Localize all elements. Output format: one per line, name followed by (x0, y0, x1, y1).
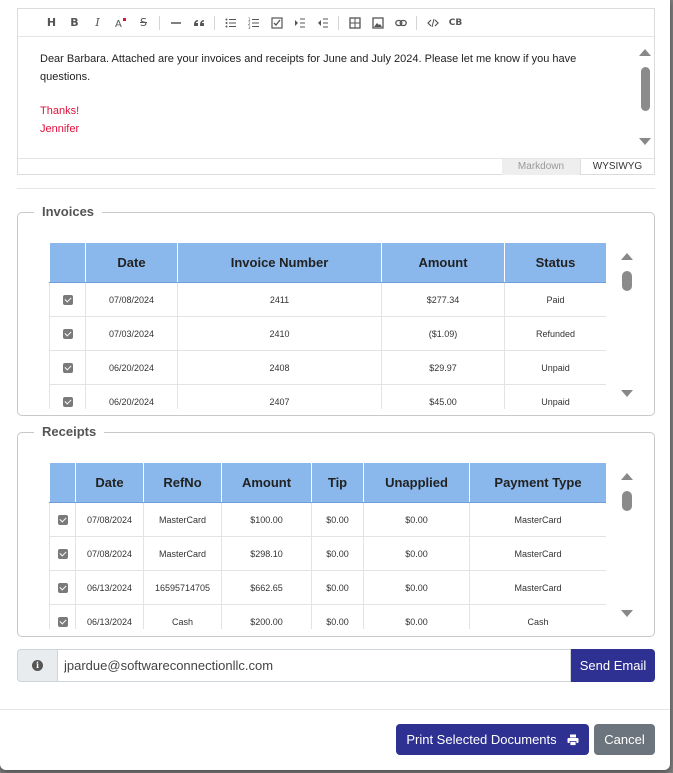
column-header-refno[interactable]: RefNo (144, 463, 222, 503)
editor-scrollbar[interactable] (637, 37, 654, 159)
body-text-line: Dear Barbara. Attached are your invoices and receipts for June and July 2024. Please let me know if you have (40, 53, 577, 65)
receipts-table (49, 462, 606, 629)
cell-amount: $298.10 (222, 537, 312, 571)
cell-invoice-number: 2408 (178, 351, 382, 385)
svg-text:3: 3 (247, 24, 251, 29)
invoices-table (49, 242, 606, 409)
table-row[interactable] (50, 605, 607, 630)
row-checkbox[interactable] (63, 363, 73, 373)
cell-date: 07/08/2024 (86, 283, 178, 317)
column-header-date[interactable]: Date (76, 463, 144, 503)
cell-amount: $662.65 (222, 571, 312, 605)
row-checkbox[interactable] (58, 583, 68, 593)
cell-unapplied: $0.00 (364, 537, 470, 571)
link-icon[interactable] (389, 13, 412, 33)
invoices-scrollbar[interactable] (620, 253, 634, 403)
row-checkbox[interactable] (58, 549, 68, 559)
cell-payment-type: MasterCard (470, 571, 607, 605)
cell-amount: $277.34 (382, 283, 505, 317)
scrollbar-thumb[interactable] (641, 67, 650, 111)
cell-amount: $45.00 (382, 385, 505, 410)
footer-divider (0, 709, 670, 710)
cell-amount: $200.00 (222, 605, 312, 630)
svg-text:A: A (114, 18, 122, 29)
invoices-table-container (49, 242, 606, 409)
body-text-line: questions. (40, 71, 91, 83)
strike-icon[interactable]: S (140, 16, 147, 29)
cell-tip: $0.00 (312, 503, 364, 537)
column-header-date[interactable]: Date (86, 243, 178, 283)
cell-status: Unpaid (505, 351, 607, 385)
editor-toolbar (18, 9, 654, 37)
cell-payment-type: MasterCard (470, 537, 607, 571)
heading-icon[interactable]: H (46, 16, 57, 29)
toolbar-divider (159, 16, 160, 30)
email-input-group (17, 649, 655, 682)
printer-icon (567, 734, 579, 746)
toolbar-divider (338, 16, 339, 30)
text-color-icon[interactable] (109, 13, 132, 33)
image-icon[interactable] (366, 13, 389, 33)
cell-status: Paid (505, 283, 607, 317)
signature-thanks: Thanks! (40, 105, 80, 117)
cell-unapplied: $0.00 (364, 605, 470, 630)
select-column-header (50, 463, 76, 503)
row-checkbox[interactable] (63, 329, 73, 339)
scroll-down-arrow-icon[interactable] (621, 610, 633, 617)
scroll-down-arrow-icon[interactable] (639, 138, 651, 145)
table-row[interactable] (50, 571, 607, 605)
divider (17, 188, 655, 189)
select-column-header (50, 243, 86, 283)
cell-invoice-number: 2410 (178, 317, 382, 351)
scrollbar-thumb[interactable] (622, 271, 632, 291)
numbered-list-icon[interactable] (242, 13, 265, 33)
cell-amount: ($1.09) (382, 317, 505, 351)
row-checkbox[interactable] (63, 295, 73, 305)
code-icon[interactable] (421, 13, 444, 33)
column-header-status[interactable]: Status (505, 243, 607, 283)
email-body-editor (17, 8, 655, 175)
scroll-up-arrow-icon[interactable] (621, 473, 633, 480)
email-field[interactable] (57, 649, 571, 682)
cell-invoice-number: 2407 (178, 385, 382, 410)
cell-refno: MasterCard (144, 503, 222, 537)
invoices-fieldset (17, 204, 655, 416)
table-row[interactable] (50, 503, 607, 537)
email-addon (17, 649, 57, 682)
outdent-icon[interactable] (311, 13, 334, 33)
table-header-row (50, 243, 607, 283)
table-row[interactable] (50, 283, 607, 317)
scroll-up-arrow-icon[interactable] (621, 253, 633, 260)
wysiwyg-tab[interactable]: WYSIWYG (580, 159, 654, 175)
receipts-legend: Receipts (34, 423, 104, 441)
cell-unapplied: $0.00 (364, 571, 470, 605)
table-header-row (50, 463, 607, 503)
cell-refno: 16595714705 (144, 571, 222, 605)
bold-icon[interactable]: B (70, 16, 79, 29)
send-email-button[interactable]: Send Email (571, 649, 655, 682)
scrollbar-thumb[interactable] (622, 491, 632, 511)
toolbar-divider (416, 16, 417, 30)
cell-invoice-number: 2411 (178, 283, 382, 317)
bullet-list-icon[interactable] (219, 13, 242, 33)
cell-payment-type: Cash (470, 605, 607, 630)
task-list-icon[interactable] (265, 13, 288, 33)
invoices-legend: Invoices (34, 203, 102, 221)
svg-text:2: 2 (247, 20, 251, 26)
cell-date: 06/20/2024 (86, 385, 178, 410)
quote-icon[interactable] (187, 13, 210, 33)
cell-tip: $0.00 (312, 605, 364, 630)
cell-tip: $0.00 (312, 571, 364, 605)
column-header-tip[interactable]: Tip (312, 463, 364, 503)
markdown-tab[interactable]: Markdown (502, 159, 580, 175)
cell-date: 07/08/2024 (76, 537, 144, 571)
horizontal-line-icon[interactable] (164, 13, 187, 33)
editor-content[interactable] (18, 37, 638, 157)
column-header-unapplied[interactable]: Unapplied (364, 463, 470, 503)
cell-tip: $0.00 (312, 537, 364, 571)
toolbar-divider (214, 16, 215, 30)
column-header-amount[interactable]: Amount (382, 243, 505, 283)
table-row[interactable] (50, 351, 607, 385)
cell-date: 07/08/2024 (76, 503, 144, 537)
print-button-label: Print Selected Documents (406, 732, 557, 747)
signature-name: Jennifer (40, 123, 80, 135)
table-row[interactable] (50, 537, 607, 571)
cell-refno: MasterCard (144, 537, 222, 571)
scroll-up-arrow-icon[interactable] (639, 49, 651, 56)
column-header-payment-type[interactable]: Payment Type (470, 463, 607, 503)
cell-unapplied: $0.00 (364, 503, 470, 537)
svg-text:1: 1 (247, 16, 251, 22)
code-block-icon[interactable]: CB (448, 17, 463, 28)
info-icon: i (32, 660, 43, 671)
row-checkbox[interactable] (58, 515, 68, 525)
table-row[interactable] (50, 317, 607, 351)
cell-refno: Cash (144, 605, 222, 630)
row-checkbox[interactable] (58, 617, 68, 627)
row-checkbox[interactable] (63, 397, 73, 407)
column-header-amount[interactable]: Amount (222, 463, 312, 503)
cell-date: 06/13/2024 (76, 605, 144, 630)
receipts-fieldset (17, 424, 655, 637)
table-row[interactable] (50, 385, 607, 410)
scroll-down-arrow-icon[interactable] (621, 390, 633, 397)
cell-payment-type: MasterCard (470, 503, 607, 537)
column-header-invoice-number[interactable]: Invoice Number (178, 243, 382, 283)
print-selected-documents-button[interactable] (396, 724, 589, 755)
indent-icon[interactable] (288, 13, 311, 33)
table-icon[interactable] (343, 13, 366, 33)
cell-date: 06/20/2024 (86, 351, 178, 385)
cell-amount: $29.97 (382, 351, 505, 385)
cell-status: Refunded (505, 317, 607, 351)
editor-mode-bar (18, 158, 654, 175)
receipts-table-container (49, 462, 606, 629)
cell-status: Unpaid (505, 385, 607, 410)
cell-amount: $100.00 (222, 503, 312, 537)
cell-date: 07/03/2024 (86, 317, 178, 351)
receipts-scrollbar[interactable] (620, 473, 634, 623)
cancel-button[interactable]: Cancel (594, 724, 655, 755)
cell-date: 06/13/2024 (76, 571, 144, 605)
italic-icon[interactable]: I (95, 16, 100, 29)
